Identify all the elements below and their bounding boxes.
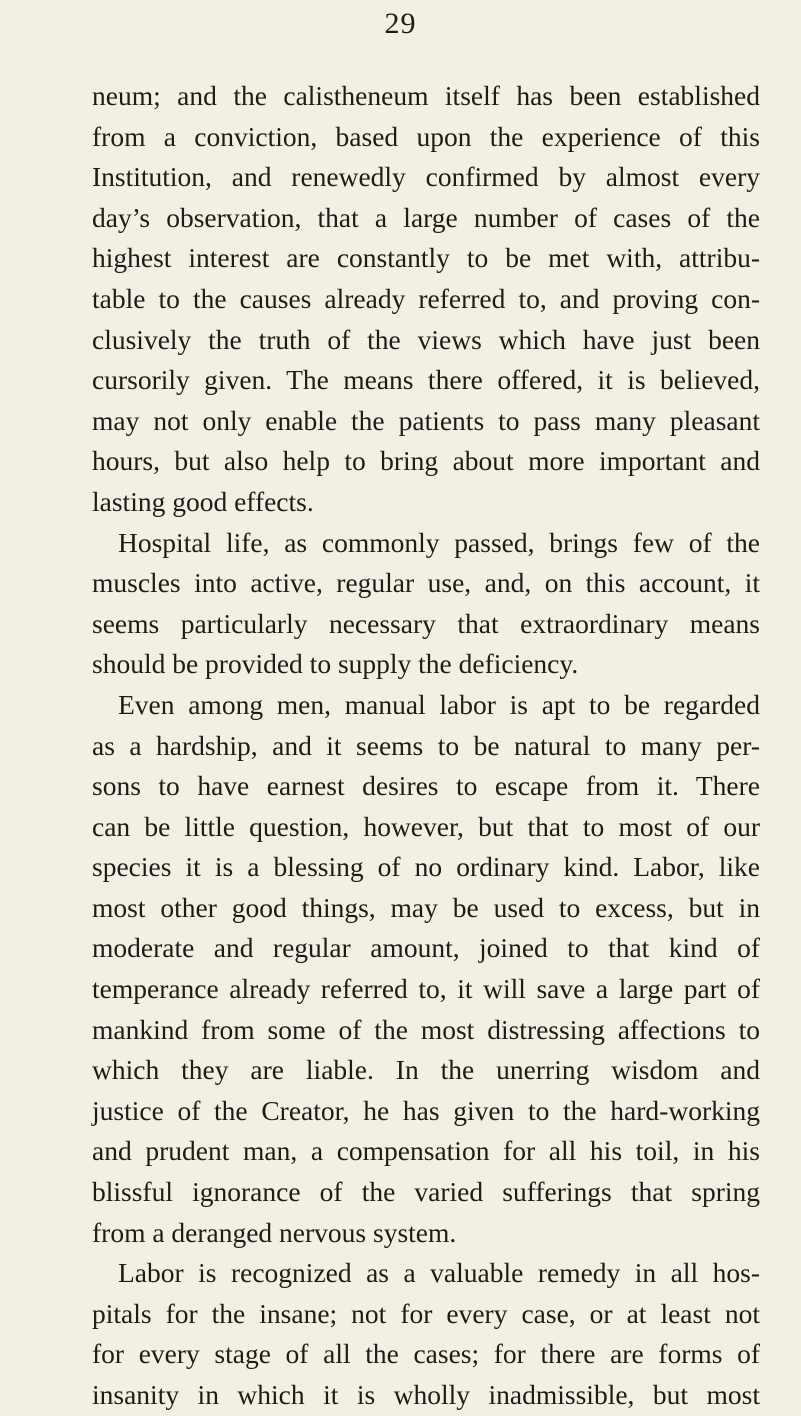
text-line: from a deranged nervous system. bbox=[92, 1216, 457, 1248]
text-line: temperance already referred to, it will save a large part of bbox=[92, 973, 760, 1005]
text-line: should be provided to supply the deficiency. bbox=[92, 648, 579, 680]
text-line: can be little question, however, but that to most of our bbox=[92, 810, 760, 842]
text-line: blissful ignorance of the varied sufferings that spring bbox=[92, 1176, 760, 1208]
text-line: most other good things, may be used to excess, but in bbox=[92, 891, 760, 923]
text-line: sons to have earnest desires to escape from it. There bbox=[92, 770, 760, 802]
text-line: neum; and the calistheneum itself has been established bbox=[92, 80, 760, 111]
text-line: Hospital life, as commonly passed, brings few of the bbox=[118, 526, 760, 558]
text-line: table to the causes already referred to, and proving con- bbox=[92, 282, 760, 314]
page-number: 29 bbox=[384, 7, 417, 40]
body-text bbox=[92, 76, 760, 1416]
text-line: mankind from some of the most distressing affections to bbox=[92, 1013, 760, 1045]
text-line: Labor is recognized as a valuable remedy in all hos- bbox=[118, 1257, 760, 1289]
text-line: which they are liable. In the unerring wisdom and bbox=[92, 1054, 760, 1086]
text-line: for every stage of all the cases; for there are forms of bbox=[92, 1338, 760, 1370]
text-line: Even among men, manual labor is apt to be regarded bbox=[118, 688, 760, 720]
text-line: clusively the truth of the views which have just been bbox=[92, 323, 760, 355]
text-line: highest interest are constantly to be met with, attribu- bbox=[92, 242, 760, 274]
text-line: from a conviction, based upon the experience of this bbox=[92, 120, 760, 152]
text-line: justice of the Creator, he has given to the hard-working bbox=[92, 1094, 760, 1126]
text-line: insanity in which it is wholly inadmissible, but most bbox=[92, 1379, 760, 1410]
text-line: muscles into active, regular use, and, on this account, it bbox=[92, 567, 760, 599]
text-line: may not only enable the patients to pass many pleasant bbox=[92, 404, 760, 436]
text-line: day’s observation, that a large number of cases of the bbox=[92, 201, 760, 233]
text-line: pitals for the insane; not for every case, or at least not bbox=[92, 1297, 760, 1329]
text-line: moderate and regular amount, joined to that kind of bbox=[92, 932, 760, 964]
text-line: species it is a blessing of no ordinary kind. Labor, like bbox=[92, 851, 760, 883]
text-line: cursorily given. The means there offered, it is believed, bbox=[92, 364, 760, 396]
text-line: seems particularly necessary that extraordinary means bbox=[92, 607, 760, 639]
text-line: and prudent man, a compensation for all his toil, in his bbox=[92, 1135, 760, 1167]
text-line: Institution, and renewedly confirmed by almost every bbox=[92, 161, 760, 193]
text-line: hours, but also help to bring about more important and bbox=[92, 445, 760, 477]
text-line: as a hardship, and it seems to be natural to many per- bbox=[92, 729, 760, 761]
text-line: lasting good effects. bbox=[92, 485, 314, 517]
